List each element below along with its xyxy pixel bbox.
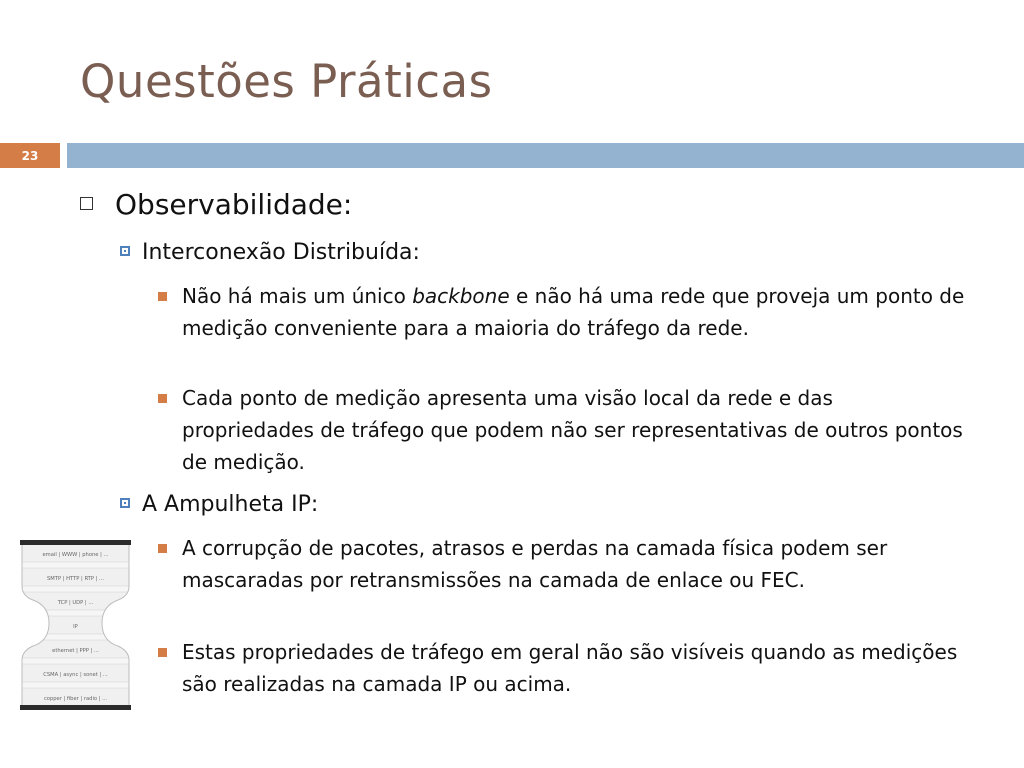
hourglass-layer-label: email | WWW | phone | ...: [42, 552, 109, 558]
bullet-interconnection-point-1: [158, 280, 968, 344]
text-part: e não há uma rede que proveja um ponto de medição conveniente para a maioria do tráfego da rede.: [182, 284, 965, 340]
slide-number: 23: [0, 143, 60, 168]
filled-square-bullet-icon: [158, 648, 167, 657]
hollow-square-bullet-icon: [80, 197, 93, 210]
bullet-text: [182, 280, 968, 344]
hourglass-layer-label: copper | fiber | radio | ...: [43, 696, 108, 702]
bullet-text: A Ampulheta IP:: [142, 492, 319, 517]
square-bullet-icon: [120, 246, 130, 256]
bullet-text: Observabilidade:: [115, 188, 353, 221]
text-italic: backbone: [412, 284, 510, 308]
header-band: [67, 143, 1024, 168]
square-bullet-icon: [120, 498, 130, 508]
hourglass-layer-label: CSMA | async | sonet | ...: [43, 672, 108, 678]
slide-title: Questões Práticas: [80, 55, 493, 108]
hourglass-layer-label: TCP | UDP | ...: [57, 600, 94, 606]
ip-hourglass-figure: [18, 538, 133, 712]
filled-square-bullet-icon: [158, 394, 167, 403]
bullet-text: Interconexão Distribuída:: [142, 240, 420, 265]
bullet-text: Estas propriedades de tráfego em geral não são visíveis quando as medições são realizadas na camada IP ou acima.: [182, 640, 958, 696]
bullet-observability: [80, 188, 352, 221]
bullet-text: Cada ponto de medição apresenta uma visão local da rede e das propriedades de tráfego que podem não ser representativas de outros pontos de medição.: [182, 386, 963, 474]
hourglass-layer-label: IP: [73, 624, 78, 630]
filled-square-bullet-icon: [158, 544, 167, 553]
filled-square-bullet-icon: [158, 292, 167, 301]
text-part: Não há mais um único: [182, 284, 413, 308]
bullet-hourglass-point-1: [158, 532, 968, 596]
hourglass-layer-label: SMTP | HTTP | RTP | ...: [47, 576, 104, 582]
bullet-hourglass-point-2: [158, 636, 968, 700]
bullet-hourglass: [120, 492, 318, 517]
bullet-interconnection-point-2: [158, 382, 968, 478]
bullet-text: A corrupção de pacotes, atrasos e perdas na camada física podem ser mascaradas por retransmissões na camada de enlace ou FEC.: [182, 536, 888, 592]
hourglass-layer-label: ethernet | PPP | ...: [52, 648, 99, 654]
bullet-interconnection: [120, 240, 420, 265]
